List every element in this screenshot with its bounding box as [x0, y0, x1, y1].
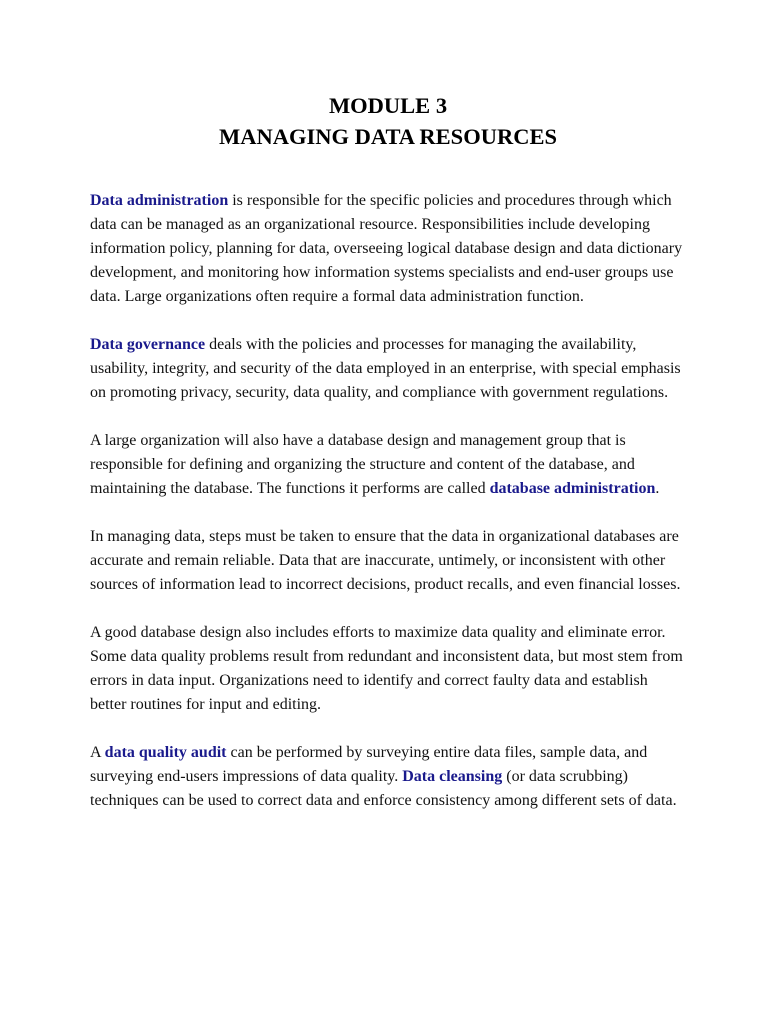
page-title [90, 90, 686, 152]
term-data-governance: Data governance [90, 336, 206, 353]
paragraph-database-administration [90, 429, 686, 501]
paragraph-text: In managing data, steps must be taken to ensure that the data in organizational databases are accurate and remain reliable. Data that are inaccurate, untimely, or inconsistent with other sources of information lead to incorrect decisions, product recalls, and even financial losses. [90, 528, 681, 593]
paragraph-text-end: (or data scrubbing) techniques can be used to correct data and enforce consistency among different sets of data. [90, 768, 677, 809]
paragraph-data-governance [90, 333, 686, 405]
paragraph-text: A [90, 744, 105, 761]
paragraph-text: deals with the policies and processes for managing the availability, usability, integrity, and security of the data employed in an enterprise, with special emphasis on promoting privacy, security, data quality, and compliance with government regulations. [90, 336, 681, 401]
paragraph-text: A good database design also includes efforts to maximize data quality and eliminate error. Some data quality problems result from redundant and inconsistent data, but most stem from errors in data input. Organizations need to identify and correct faulty data and establish better routines for input and editing. [90, 624, 683, 713]
paragraph-data-administration [90, 189, 686, 309]
paragraph-text: is responsible for the specific policies and procedures through which data can be managed as an organizational resource. Responsibilities include developing information policy, planning for data, overseeing logical database design and data dictionary development, and monitoring how information systems specialists and end-user groups use data. Large organizations often require a formal data administration function. [90, 192, 683, 305]
paragraph-managing-data [90, 525, 686, 597]
paragraph-database-design [90, 621, 686, 717]
module-number: MODULE 3 [328, 93, 448, 118]
term-data-cleansing: Data cleansing [402, 768, 503, 785]
module-title: MANAGING DATA RESOURCES [219, 124, 557, 149]
paragraph-text-end: . [655, 480, 660, 497]
paragraph-text: A large organization will also have a database design and management group that is responsible for defining and organizing the structure and content of the database, and maintaining the database. The functions it performs are called [90, 432, 635, 497]
paragraph-data-quality [90, 741, 686, 813]
paragraph-text-middle: can be performed by surveying entire data files, sample data, and surveying end-users impressions of data quality. [90, 744, 648, 785]
term-data-administration: Data administration [90, 192, 229, 209]
term-database-administration: database administration [489, 480, 656, 497]
term-data-quality-audit: data quality audit [104, 744, 227, 761]
